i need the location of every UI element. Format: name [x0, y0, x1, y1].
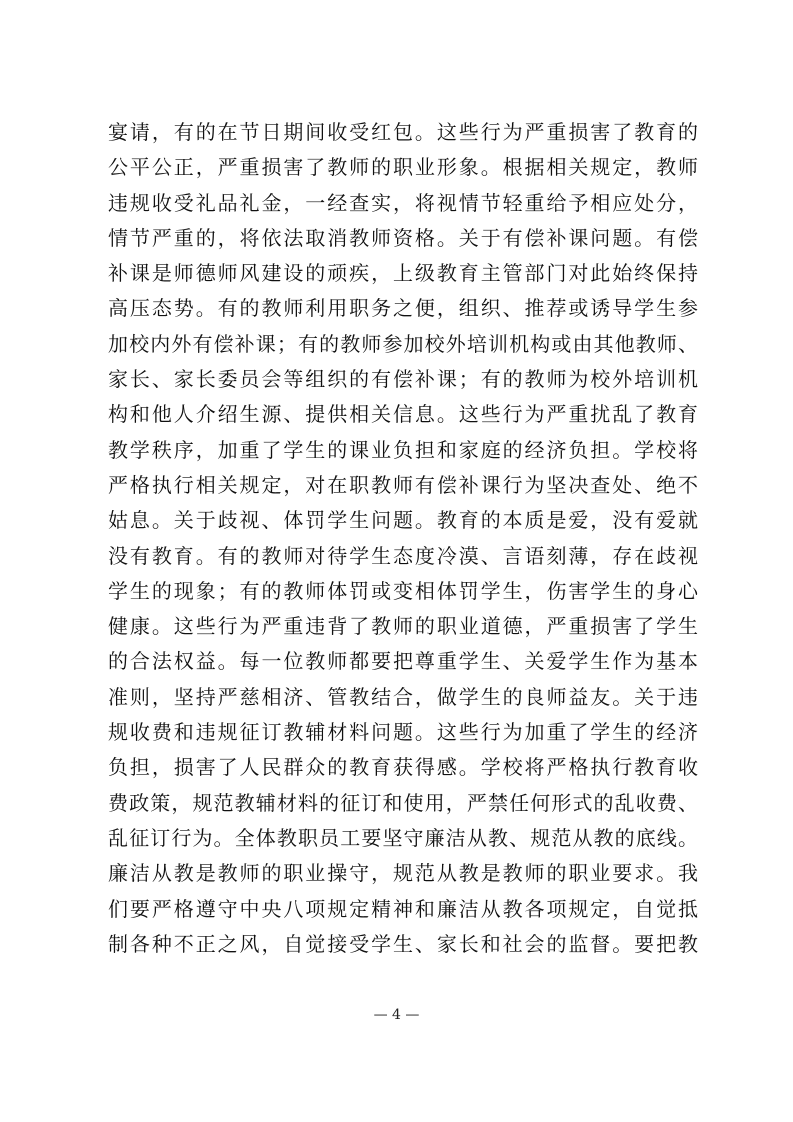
text-line: 严格执行相关规定，对在职教师有偿补课行为坚决查处、绝不 [108, 472, 698, 497]
text-line: 负担，损害了人民群众的教育获得感。学校将严格执行教育收 [108, 755, 698, 780]
text-line: 规收费和违规征订教辅材料问题。这些行为加重了学生的经济 [108, 720, 698, 745]
text-line: 家长、家长委员会等组织的有偿补课；有的教师为校外培训机 [108, 367, 698, 392]
text-line: 情节严重的，将依法取消教师资格。关于有偿补课问题。有偿 [108, 225, 698, 250]
text-line: 乱征订行为。全体教职员工要坚守廉洁从教、规范从教的底线。 [108, 825, 698, 850]
text-line: 高压态势。有的教师利用职务之便，组织、推荐或诱导学生参 [108, 296, 698, 321]
text-line: 准则，坚持严慈相济、管教结合，做学生的良师益友。关于违 [108, 684, 698, 709]
text-line: 姑息。关于歧视、体罚学生问题。教育的本质是爱，没有爱就 [108, 508, 698, 533]
page-number: — 4 — [373, 1007, 420, 1023]
text-line: 违规收受礼品礼金，一经查实，将视情节轻重给予相应处分， [108, 190, 698, 215]
text-line: 构和他人介绍生源、提供相关信息。这些行为严重扰乱了教育 [108, 402, 698, 427]
text-line: 补课是师德师风建设的顽疾，上级教育主管部门对此始终保持 [108, 261, 698, 286]
text-line: 费政策，规范教辅材料的征订和使用，严禁任何形式的乱收费、 [108, 790, 698, 815]
text-line: 制各种不正之风，自觉接受学生、家长和社会的监督。要把教 [108, 931, 698, 956]
text-line: 健康。这些行为严重违背了教师的职业道德，严重损害了学生 [108, 614, 698, 639]
text-line: 没有教育。有的教师对待学生态度冷漠、言语刻薄，存在歧视 [108, 543, 698, 568]
text-line: 廉洁从教是教师的职业操守，规范从教是教师的职业要求。我 [108, 861, 698, 886]
text-line: 的合法权益。每一位教师都要把尊重学生、关爱学生作为基本 [108, 649, 698, 674]
text-line: 学生的现象；有的教师体罚或变相体罚学生，伤害学生的身心 [108, 578, 698, 603]
text-line: 们要严格遵守中央八项规定精神和廉洁从教各项规定，自觉抵 [108, 896, 698, 921]
text-line: 教学秩序，加重了学生的课业负担和家庭的经济负担。学校将 [108, 437, 698, 462]
text-line: 公平公正，严重损害了教师的职业形象。根据相关规定，教师 [108, 155, 698, 180]
text-line: 宴请，有的在节日期间收受红包。这些行为严重损害了教育的 [108, 120, 698, 144]
body-text [108, 115, 698, 962]
text-line: 加校内外有偿补课；有的教师参加校外培训机构或由其他教师、 [108, 331, 698, 356]
